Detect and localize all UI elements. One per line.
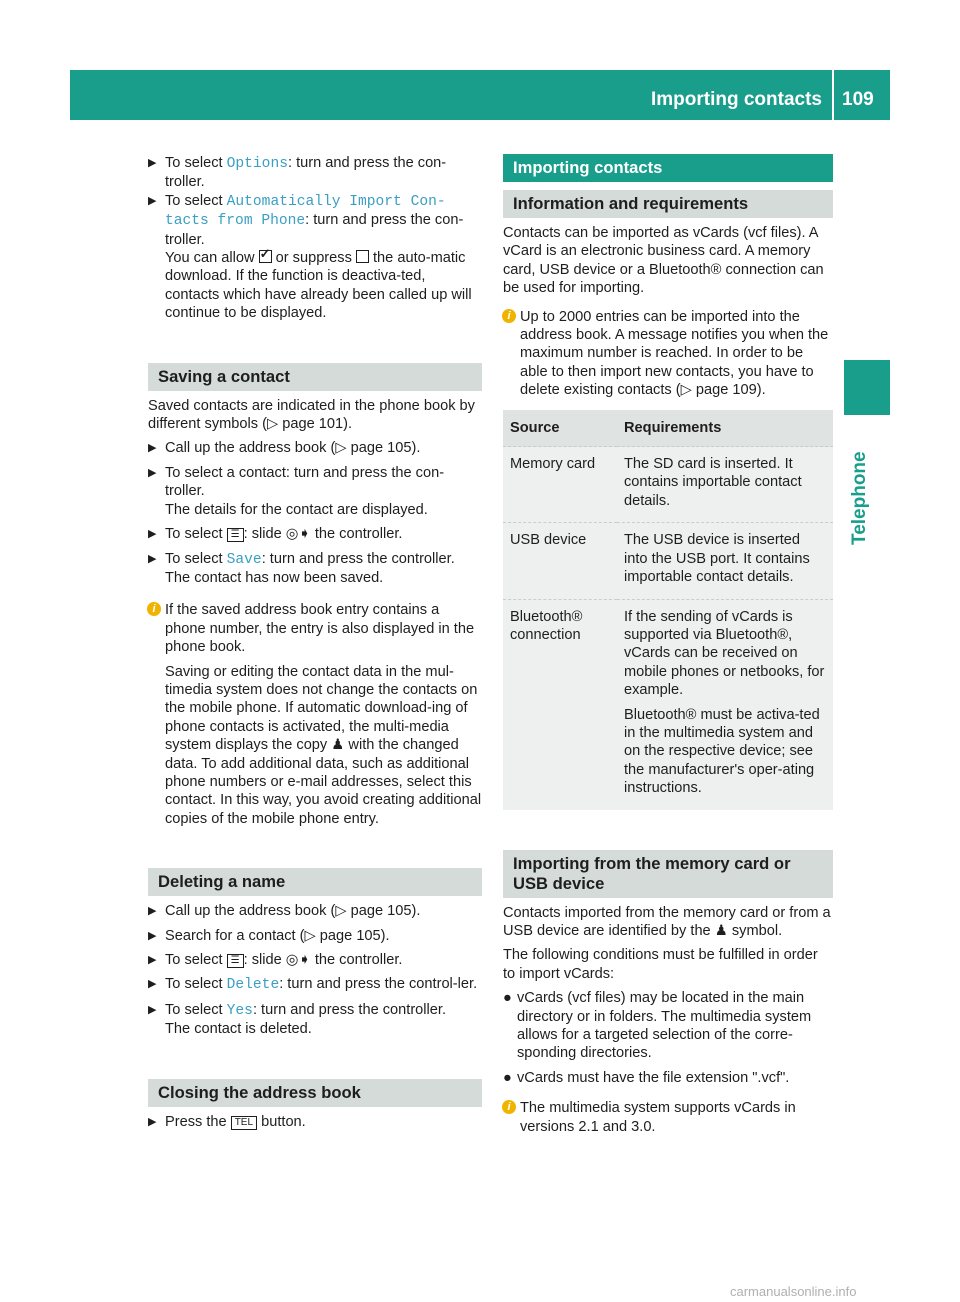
chapter-heading: Importing contacts: [503, 154, 833, 182]
table-row: USB device The USB device is inserted into the USB port. It contains importable contact details.: [503, 523, 833, 599]
table-row: Bluetooth® connection If the sending of vCards is supported via Bluetooth®, vCards can be received on mobile phones or netbooks, for example. Bluetooth® must be activa-ted in the multimedia system and on the respective device; see the manufacturer's oper-ating instructions.: [503, 599, 833, 810]
section-heading-deleting: Deleting a name: [148, 868, 482, 896]
bullet-icon: ●: [503, 990, 512, 1007]
menu-item-options: Options: [226, 156, 288, 172]
table-header: Source: [503, 410, 617, 447]
tel-button-icon: TEL: [231, 1116, 257, 1130]
step-arrow-icon: ▶: [148, 905, 157, 918]
step: ▶ Call up the address book (▷ page 105).: [148, 903, 421, 920]
step: ▶ Press the TEL button.: [148, 1113, 306, 1130]
step-arrow-icon: ▶: [148, 978, 157, 991]
menu-symbol-icon: ☰: [227, 954, 244, 968]
step: ▶ To select ☰ : slide ◎➧ the controller.: [148, 952, 403, 968]
info-icon: i: [147, 602, 161, 616]
right-column: [503, 154, 833, 1136]
step: ▶ To select Yes: turn and press the controller. The contact is deleted.: [148, 1001, 447, 1038]
step-arrow-icon: ▶: [148, 528, 157, 541]
step-arrow-icon: ▶: [148, 194, 157, 207]
watermark: carmanualsonline.info: [730, 1284, 857, 1299]
info-note: i Up to 2000 entries can be imported into the address book. A message notifies you when the maximum number is reached. In order to be able to then import new contacts, you have to delete existing contacts (▷ page 109).: [503, 308, 833, 400]
memory-body-2: The following conditions must be fulfilled in order to import vCards:: [503, 947, 818, 982]
list-item: ● vCards (vcf files) may be located in the main directory or in folders. The multimedia system allows for a targeted selection of the corre-sponding directories.: [503, 990, 812, 1062]
step-arrow-icon: ▶: [148, 442, 157, 455]
step-arrow-icon: ▶: [148, 1003, 157, 1016]
saving-intro: Saved contacts are indicated in the phone book by different symbols (▷ page 101).: [148, 397, 475, 433]
page-title: Importing contacts: [650, 89, 822, 110]
menu-symbol-icon: ☰: [227, 528, 244, 542]
step: ▶ Search for a contact (▷ page 105).: [148, 927, 390, 944]
step: ▶ To select a contact: turn and press the con-troller. The details for the contact are displayed.: [148, 464, 445, 518]
info-icon: i: [502, 1100, 516, 1114]
section-heading-saving: Saving a contact: [148, 363, 482, 391]
side-tab-label: Telephone: [849, 451, 870, 545]
step-arrow-icon: ▶: [148, 157, 157, 169]
step: ▶ To select ☰ : slide ◎➧ the controller.: [148, 526, 403, 543]
info-note: i The multimedia system supports vCards in versions 2.1 and 3.0.: [503, 1099, 833, 1136]
menu-item-save: Save: [226, 551, 262, 568]
section-heading-memory: Importing from the memory card or USB device: [503, 850, 833, 898]
step: ▶ To select Automatically Import Con-tacts from Phone: turn and press the con-troller. You can allow ✓ or suppress the auto-matic download. If the function is deactiva-ted, contacts which have already been called up will continue to be displayed.: [148, 192, 482, 323]
step: ▶ Call up the address book (▷ page 105).: [148, 440, 421, 457]
side-tab: [844, 360, 890, 415]
menu-item-delete: Delete: [226, 977, 280, 994]
step-arrow-icon: ▶: [148, 1115, 157, 1128]
step-arrow-icon: ▶: [148, 552, 157, 565]
step-arrow-icon: ▶: [148, 466, 157, 479]
table-header: Requirements: [617, 410, 833, 447]
menu-item-yes: Yes: [226, 1002, 253, 1019]
header-divider: [832, 70, 834, 120]
left-column: [148, 154, 482, 1131]
step: ▶ To select Save: turn and press the controller. The contact has now been saved.: [148, 550, 455, 586]
page-number: 109: [842, 89, 874, 110]
checkbox-empty-icon: [356, 250, 369, 263]
list-item: ● vCards must have the file extension ".vcf".: [503, 1069, 790, 1086]
table-row: Memory card The SD card is inserted. It contains importable contact details.: [503, 447, 833, 523]
memory-body-1: Contacts imported from the memory card or from a USB device are identified by the ♟ symbol.: [503, 904, 831, 939]
step: ▶ To select Delete: turn and press the control-ler.: [148, 976, 478, 994]
info-req-body: Contacts can be imported as vCards (vcf files). A vCard is an electronic business card. A memory card, USB device or a Bluetooth® connection can be used for importing.: [503, 225, 824, 297]
menu-item-auto-import: Automatically Import Con-tacts from Phone: [165, 193, 446, 230]
step-arrow-icon: ▶: [148, 954, 157, 966]
section-heading-closing: Closing the address book: [148, 1079, 482, 1107]
section-heading-info-req: Information and requirements: [503, 190, 833, 218]
step: ▶ To select Options: turn and press the con-troller.: [148, 155, 447, 191]
info-icon: i: [502, 309, 516, 323]
info-note: i If the saved address book entry contains a phone number, the entry is also displayed in the phone book. Saving or editing the contact data in the mul-timedia system does not change the contacts on the mobile phone. If automatic download-ing of phone contacts is activated, the multi-media system displays the copy ♟ with the changed data. To add additional data, such as additional phone numbers or e-mail addresses, select this contact. In this way, you avoid creating additional copies of the mobile phone entry.: [148, 601, 482, 828]
requirements-table: [503, 410, 833, 810]
checkbox-checked-icon: [259, 250, 272, 263]
step-arrow-icon: ▶: [148, 929, 157, 942]
bullet-icon: ●: [503, 1069, 512, 1086]
allow-note: You can allow ✓ or suppress the auto-matic download. If the function is deactiva-ted, contacts which have already been called up will continue to be displayed.: [165, 249, 482, 323]
